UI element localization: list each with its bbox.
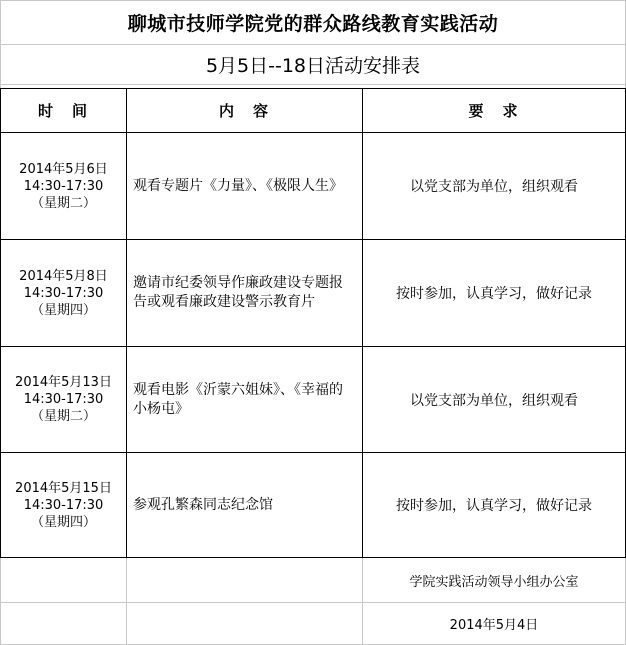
page-subtitle: 5月5日--18日活动安排表 bbox=[205, 55, 421, 77]
date-text: 2014年5月8日 bbox=[19, 268, 108, 284]
requirement-text: 以党支部为单位，组织观看 bbox=[410, 179, 578, 195]
hours-text: 14:30-17:30 bbox=[23, 178, 104, 194]
weekday-text: （星期二） bbox=[30, 409, 96, 424]
requirement-cell[interactable] bbox=[363, 240, 625, 346]
hours-text: 14:30-17:30 bbox=[23, 285, 104, 301]
grid-line bbox=[0, 558, 1, 645]
weekday-text: （星期四） bbox=[30, 302, 96, 318]
date-text: 2014年5月6日 bbox=[19, 161, 108, 177]
time-cell[interactable] bbox=[1, 453, 126, 557]
content-cell[interactable] bbox=[127, 240, 362, 346]
requirement-cell[interactable] bbox=[363, 347, 625, 452]
page-title: 聊城市技师学院党的群众路线教育实践活动 bbox=[127, 13, 499, 35]
content-text: 邀请市纪委领导作廉政建设专题报告或观看廉政建设警示教育片 bbox=[133, 275, 343, 310]
requirement-text: 按时参加，认真学习，做好记录 bbox=[396, 498, 592, 514]
content-text: 参观孔繁森同志纪念馆 bbox=[133, 496, 273, 513]
footer-office[interactable]: 学院实践活动领导小组办公室 bbox=[409, 574, 579, 590]
time-cell[interactable] bbox=[1, 240, 126, 346]
weekday-text: （星期二） bbox=[30, 195, 96, 211]
requirement-cell[interactable] bbox=[363, 133, 625, 239]
footer-date[interactable]: 2014年5月4日 bbox=[449, 618, 539, 633]
hours-text: 14:30-17:30 bbox=[23, 392, 104, 407]
content-cell[interactable] bbox=[127, 133, 362, 239]
header-time[interactable]: 时 间 bbox=[37, 102, 89, 120]
requirement-text: 按时参加，认真学习，做好记录 bbox=[396, 286, 592, 302]
date-text: 2014年5月13日 bbox=[15, 375, 112, 390]
requirement-text: 以党支部为单位，组织观看 bbox=[410, 392, 578, 409]
date-text: 2014年5月15日 bbox=[15, 480, 112, 496]
hours-text: 14:30-17:30 bbox=[23, 497, 104, 513]
content-text: 观看电影《沂蒙六姐妹》、《幸福的小杨屯》 bbox=[133, 381, 343, 417]
requirement-cell[interactable] bbox=[363, 453, 625, 557]
grid-line bbox=[126, 558, 127, 645]
time-cell[interactable] bbox=[1, 347, 126, 452]
grid-line bbox=[0, 84, 626, 85]
time-cell[interactable] bbox=[1, 133, 126, 239]
header-content[interactable]: 内 容 bbox=[218, 102, 270, 120]
content-text: 观看专题片《力量》、《极限人生》 bbox=[133, 177, 343, 194]
weekday-text: （星期四） bbox=[30, 514, 96, 530]
header-requirement[interactable]: 要 求 bbox=[468, 102, 520, 120]
content-cell[interactable] bbox=[127, 347, 362, 452]
content-cell[interactable] bbox=[127, 453, 362, 557]
